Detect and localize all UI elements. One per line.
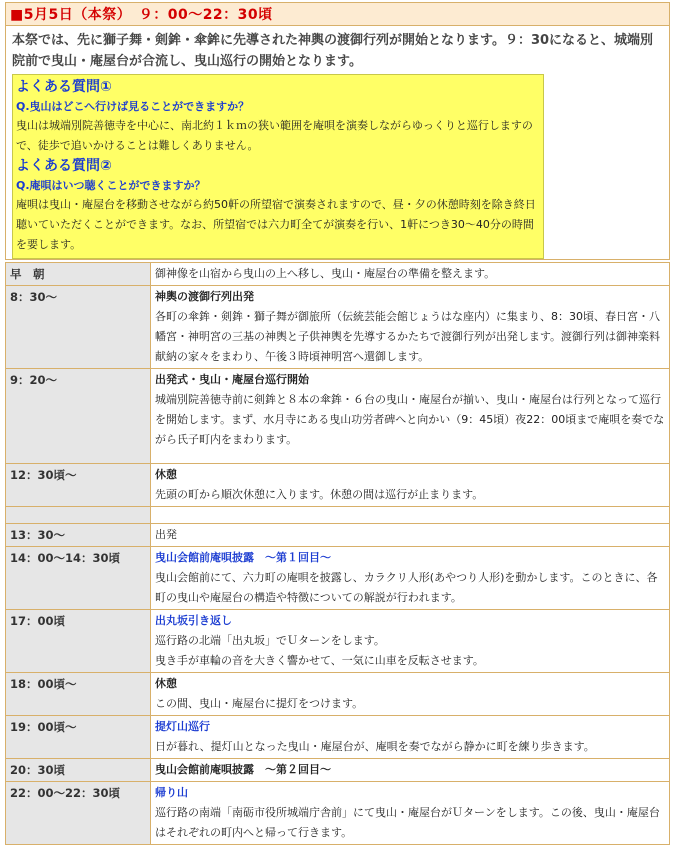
schedule-description [151, 524, 670, 547]
schedule-row [6, 286, 670, 369]
schedule-event-text: この間、曳山・庵屋台に提灯をつけます。 [155, 697, 364, 710]
schedule-event-title: 出丸坂引き返し [155, 614, 232, 627]
schedule-description [151, 716, 670, 759]
schedule-row [6, 610, 670, 673]
schedule-time: 12：30頃〜 [6, 464, 151, 507]
schedule-time: 9：20〜 [6, 369, 151, 464]
schedule-body [6, 263, 670, 845]
schedule-event-title: 休憩 [155, 468, 177, 481]
schedule-row [6, 524, 670, 547]
schedule-row [6, 464, 670, 507]
schedule-event-text: 日が暮れ、提灯山となった曳山・庵屋台が、庵唄を奏でながら静かに町を練り歩きます。 [155, 740, 595, 753]
schedule-event-text: 出発 [155, 528, 177, 541]
schedule-event-title: 提灯山巡行 [155, 720, 210, 733]
schedule-description [151, 369, 670, 464]
schedule-spacer-cell [151, 507, 670, 524]
schedule-event-title: 曳山会館前庵唄披露 〜第２回目〜 [155, 763, 331, 776]
schedule-event-text: 各町の傘鉾・剣鉾・獅子舞が御旅所（伝統芸能会館じょうはな座内）に集まり、8：30頃、春日宮・八幡宮・神明宮の三基の神輿と子供神輿を先導するかたちで渡御行列が出発します。渡御行列は御神楽料献納の家々をまわり、午後３時頃神明宮へ還御します。 [155, 310, 661, 363]
schedule-event-title: 出発式・曳山・庵屋台巡行開始 [155, 373, 309, 386]
schedule-spacer-row [6, 507, 670, 524]
schedule-description [151, 782, 670, 845]
schedule-row [6, 782, 670, 845]
schedule-row [6, 369, 670, 464]
schedule-event-title: 神輿の渡御行列出発 [155, 290, 254, 303]
schedule-row [6, 263, 670, 286]
schedule-time: 20：30頃 [6, 759, 151, 782]
intro-text: 本祭では、先に獅子舞・剣鉾・傘鉾に先導された神輿の渡御行列が開始となります。９：30になると、城端別院前で曳山・庵屋台が合流し、曳山巡行の開始となります。 [12, 33, 654, 69]
section-title-bar [6, 3, 669, 26]
intro-section [5, 2, 670, 260]
schedule-description [151, 610, 670, 673]
schedule-event-title: 曳山会館前庵唄披露 〜第１回目〜 [155, 551, 331, 564]
schedule-event-text: 御神像を山宿から曳山の上へ移し、曳山・庵屋台の準備を整えます。 [155, 267, 496, 280]
faq-box [12, 74, 544, 259]
schedule-table [5, 262, 670, 845]
faq-question-2: Q.庵唄はいつ聴くことができますか？ [16, 179, 206, 192]
schedule-description [151, 673, 670, 716]
schedule-row [6, 716, 670, 759]
schedule-time: 早 朝 [6, 263, 151, 286]
schedule-description [151, 464, 670, 507]
faq-answer-2: 庵唄は曳山・庵屋台を移動させながら約50軒の所望宿で演奏されますので、昼・夕の休憩時刻を除き終日聴いていただくことができます。なお、所望宿では六力町全てが演奏を行い、1軒につき30〜40分の時間を要します。 [16, 198, 536, 251]
schedule-event-text: 先頭の町から順次休憩に入ります。休憩の間は巡行が止まります。 [155, 488, 484, 501]
schedule-description [151, 286, 670, 369]
schedule-description [151, 547, 670, 610]
schedule-event-title: 帰り山 [155, 786, 188, 799]
schedule-event-text: 曳き手が車輪の音を大きく響かせて、一気に山車を反転させます。 [155, 654, 484, 667]
faq-heading-1: よくある質問① [16, 79, 112, 95]
faq-answer-1: 曳山は城端別院善徳寺を中心に、南北約１ｋｍの狭い範囲を庵唄を演奏しながらゆっくりと巡行しますので、徒歩で追いかけることは難しくありません。 [16, 119, 533, 152]
schedule-time: 13：30〜 [6, 524, 151, 547]
schedule-row [6, 547, 670, 610]
schedule-event-title: 休憩 [155, 677, 177, 690]
schedule-time: 18：00頃〜 [6, 673, 151, 716]
schedule-spacer-cell [6, 507, 151, 524]
faq-heading-2: よくある質問② [16, 158, 112, 174]
schedule-event-text: 巡行路の北端「出丸坂」でＵターンをします。 [155, 634, 385, 647]
schedule-event-text: 曳山会館前にて、六力町の庵唄を披露し、カラクリ人形(あやつり人形)を動かします。このときに、各町の曳山や庵屋台の構造や特徴についての解説が行われます。 [155, 571, 658, 604]
schedule-row [6, 673, 670, 716]
schedule-description [151, 759, 670, 782]
schedule-description [151, 263, 670, 286]
schedule-time: 22：00〜22：30頃 [6, 782, 151, 845]
schedule-time: 14：00〜14：30頃 [6, 547, 151, 610]
schedule-time: 17：00頃 [6, 610, 151, 673]
schedule-time: 8：30〜 [6, 286, 151, 369]
schedule-row [6, 759, 670, 782]
festival-schedule-page [5, 2, 670, 845]
schedule-event-text: 城端別院善徳寺前に剣鉾と８本の傘鉾・６台の曳山・庵屋台が揃い、曳山・庵屋台は行列となって巡行を開始します。まず、水月寺にある曳山功労者碑へと向かい（9：45頃）夜22：00頃まで庵唄を奏でながら氏子町内をまわります。 [155, 393, 665, 446]
schedule-time: 19：00頃〜 [6, 716, 151, 759]
section-title: ■5月5日（本祭） ９：00〜22：30頃 [10, 7, 273, 23]
faq-question-1: Q.曳山はどこへ行けば見ることができますか？ [16, 100, 250, 113]
schedule-event-text: 巡行路の南端「南砺市役所城端庁舎前」にて曳山・庵屋台がＵターンをします。この後、曳山・庵屋台はそれぞれの町内へと帰って行きます。 [155, 806, 660, 839]
